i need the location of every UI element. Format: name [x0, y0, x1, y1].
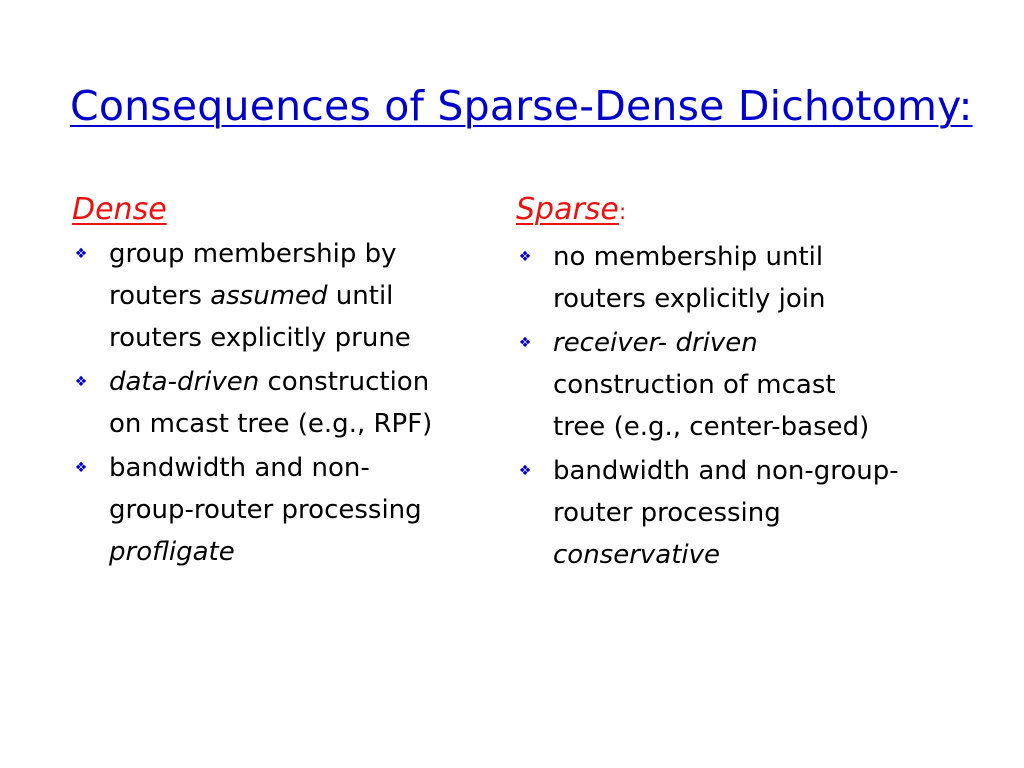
- item-line: on mcast tree (e.g., RPF): [109, 409, 433, 439]
- item-line: group membership by: [109, 239, 397, 269]
- item-line: bandwidth and non-: [109, 453, 370, 483]
- four-diamond-bullet-icon: ❖: [518, 249, 532, 265]
- four-diamond-bullet-icon: ❖: [74, 246, 88, 262]
- item-text: routers: [109, 281, 211, 311]
- item-line: tree (e.g., center-based): [553, 412, 870, 442]
- item-line: [109, 275, 512, 317]
- dense-column: [72, 190, 512, 575]
- list-item: [516, 322, 976, 448]
- item-line: routers explicitly join: [553, 284, 826, 314]
- dense-list: [72, 233, 512, 573]
- item-text-emphasis: assumed: [210, 281, 328, 311]
- list-item: [72, 447, 512, 573]
- list-item: [72, 233, 512, 359]
- four-diamond-bullet-icon: ❖: [518, 463, 532, 479]
- sparse-heading: Sparse: [516, 192, 619, 227]
- item-line: router processing: [553, 498, 781, 528]
- item-line: routers explicitly prune: [109, 323, 411, 353]
- list-item: [516, 450, 976, 576]
- sparse-column: [516, 190, 976, 578]
- item-line: bandwidth and non-group-: [553, 456, 899, 486]
- item-text: until: [327, 281, 394, 311]
- item-text-emphasis: conservative: [553, 540, 721, 570]
- slide-title: Consequences of Sparse-Dense Dichotomy:: [70, 82, 973, 130]
- item-text: construction: [259, 367, 430, 397]
- list-item: [72, 361, 512, 445]
- sparse-list: [516, 236, 976, 576]
- item-text-emphasis: profligate: [109, 537, 235, 567]
- sparse-heading-row: [516, 190, 976, 233]
- item-text-emphasis: data-driven: [109, 367, 260, 397]
- sparse-heading-colon: :: [618, 200, 627, 225]
- list-item: [516, 236, 976, 320]
- item-line: construction of mcast: [553, 370, 836, 400]
- four-diamond-bullet-icon: ❖: [518, 335, 532, 351]
- item-line: group-router processing: [109, 495, 422, 525]
- item-text-emphasis: receiver- driven: [553, 328, 758, 358]
- four-diamond-bullet-icon: ❖: [74, 374, 88, 390]
- item-line: [109, 361, 512, 403]
- four-diamond-bullet-icon: ❖: [74, 460, 88, 476]
- item-line: no membership until: [553, 242, 824, 272]
- dense-heading: Dense: [72, 192, 167, 227]
